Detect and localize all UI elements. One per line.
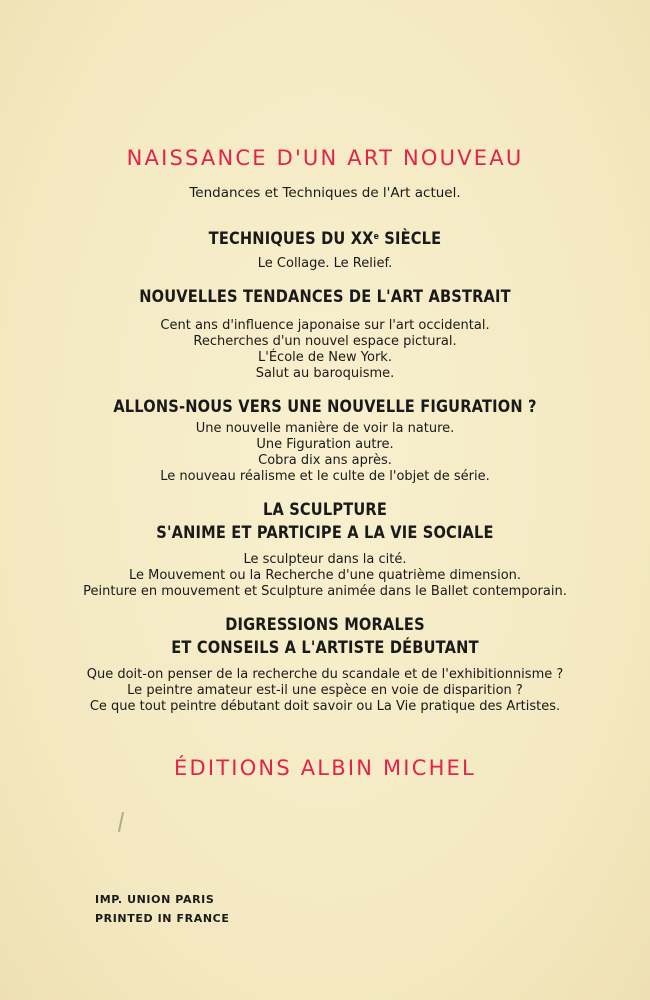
section-line: Le Collage. Le Relief. [257, 256, 393, 271]
section-heading-sculpture-2: S'ANIME ET PARTICIPE A LA VIE SOCIALE [156, 523, 494, 543]
section-heading-figuration: ALLONS-NOUS VERS UNE NOUVELLE FIGURATION ? [113, 397, 537, 417]
section-heading-digressions-1: DIGRESSIONS MORALES [225, 615, 425, 635]
section-line: Le Mouvement ou la Recherche d'une quatrième dimension. [128, 568, 522, 583]
section-line: Peinture en mouvement et Sculpture animée dans le Ballet contemporain. [83, 584, 567, 599]
cover-title: NAISSANCE D'UN ART NOUVEAU [126, 146, 524, 170]
section-line: Salut au baroquisme. [255, 366, 395, 381]
section-line: Une nouvelle manière de voir la nature. [195, 421, 455, 436]
cover-subtitle: Tendances et Techniques de l'Art actuel. [189, 185, 461, 201]
stray-ink-mark [118, 812, 124, 832]
section-line: Ce que tout peintre débutant doit savoir ou La Vie pratique des Artistes. [89, 699, 561, 714]
section-line: Le nouveau réalisme et le culte de l'objet de série. [160, 469, 490, 484]
section-line: Une Figuration autre. [256, 437, 394, 452]
section-heading-tendances: NOUVELLES TENDANCES DE L'ART ABSTRAIT [139, 287, 511, 307]
section-line: Le sculpteur dans la cité. [243, 552, 407, 567]
section-line: Cobra dix ans après. [258, 453, 392, 468]
section-line: Le peintre amateur est-il une espèce en voie de disparition ? [127, 683, 523, 698]
imprint-line: PRINTED IN FRANCE [95, 912, 230, 925]
section-heading-techniques: TECHNIQUES DU XXe SIÈCLE [208, 229, 442, 249]
section-line: Cent ans d'influence japonaise sur l'art occidental. [160, 318, 490, 333]
section-heading-digressions-2: ET CONSEILS A L'ARTISTE DÉBUTANT [171, 638, 479, 658]
section-heading-sculpture-1: LA SCULPTURE [262, 500, 388, 520]
section-line: L'École de New York. [258, 350, 392, 365]
section-line: Recherches d'un nouvel espace pictural. [193, 334, 457, 349]
publisher-name: ÉDITIONS ALBIN MICHEL [174, 756, 476, 780]
imprint-line: IMP. UNION PARIS [95, 893, 215, 906]
section-line: Que doit-on penser de la recherche du scandale et de l'exhibitionnisme ? [86, 667, 564, 682]
